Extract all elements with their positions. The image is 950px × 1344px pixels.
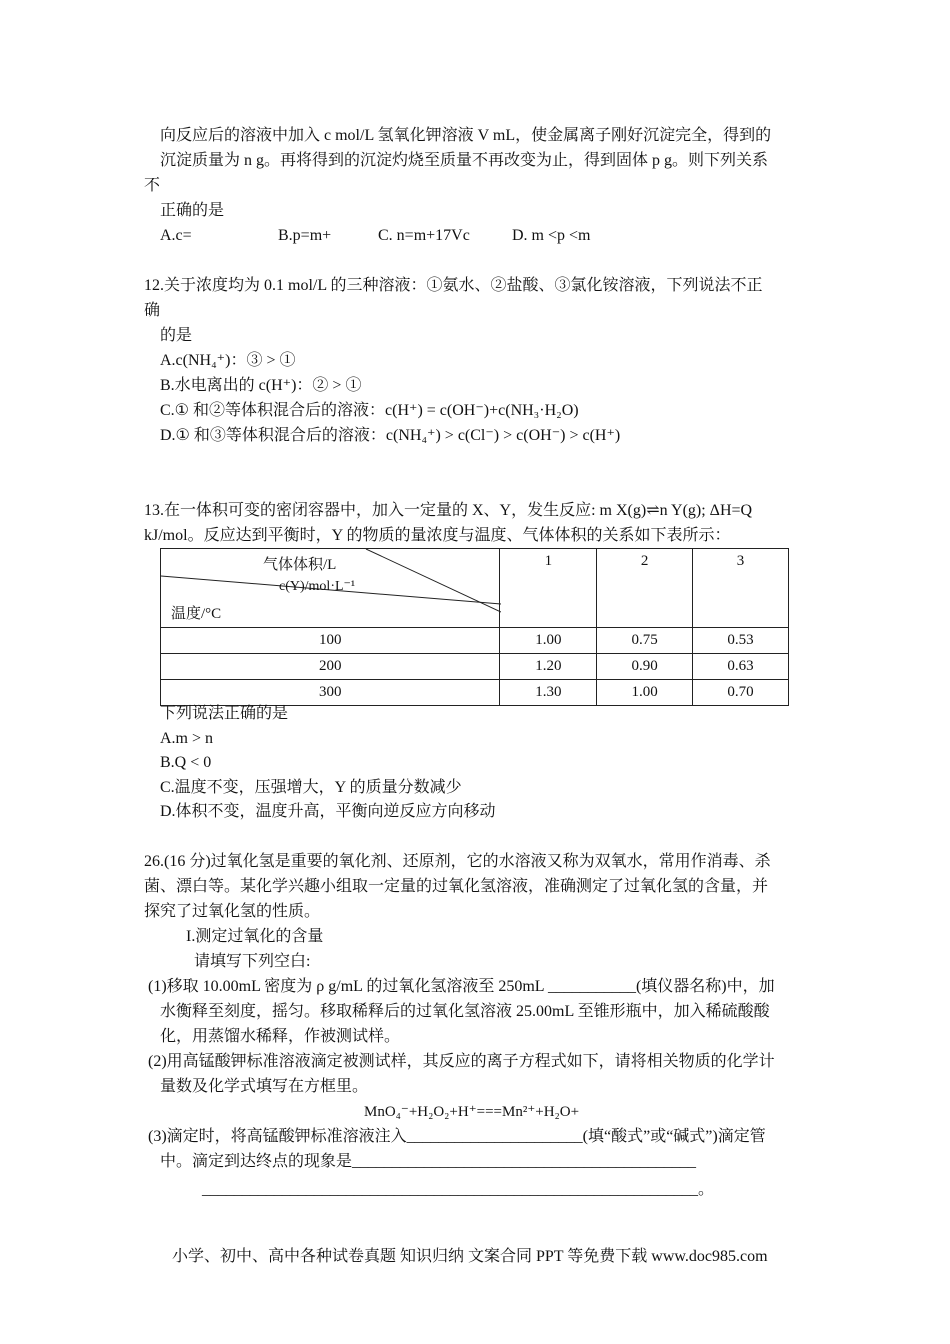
cell-value: 1.00 [500,628,597,654]
q26-part2: (2)用高锰酸钾标准溶液滴定被测试样，其反应的离子方程式如下，请将相关物质的化学计 [148,1053,775,1070]
cell-temp: 100 [161,628,500,654]
q26-equation: MnO₄⁻+H₂O₂+H⁺===Mn²⁺+H₂O+ [364,1104,580,1120]
q12-option-c: C.① 和②等体积混合后的溶液：c(H⁺) = c(OH⁻)+c(NH₃·H₂O) [160,402,579,419]
q12-text: 的是 [160,327,193,344]
q13-option-c: C.温度不变，压强增大，Y 的质量分数减少 [160,779,462,796]
q13-text: kJ/mol。反应达到平衡时，Y 的物质的量浓度与温度、气体体积的关系如下表所示： [144,527,731,544]
q26-text: 菌、漂白等。某化学兴趣小组取一定量的过氧化氢溶液，准确测定了过氧化氢的含量，并 [144,878,769,895]
q26-part3: (3)滴定时，将高锰酸钾标准溶液注入______________________(填“酸式”或“碱式”)滴定管 [148,1128,766,1145]
q26-part1: 化，用蒸馏水稀释，作被测试样。 [160,1028,401,1045]
q13-option-b: B.Q < 0 [160,754,212,771]
table-row [161,654,789,680]
q11-text: 正确的是 [160,202,225,219]
cell-value: 0.75 [597,628,693,654]
q13-option-a: A.m > n [160,730,214,747]
cell-value: 1.20 [500,654,597,680]
footer-text: 小学、初中、高中各种试卷真题 知识归纳 文案合同 PPT 等免费下载 www.doc985.com [172,1248,768,1265]
header-concentration: c(Y)/mol·L⁻¹ [279,579,356,594]
q11-option-a: A.c= [160,227,192,244]
q26-text: 探究了过氧化氢的性质。 [144,903,321,920]
q11-option-c: C. n=m+17Vc [378,227,470,244]
q26-part3: ______________________________________________________________。 [202,1181,714,1198]
q26-part3: 中。滴定到达终点的现象是___________________________________________ [160,1153,697,1170]
q26-section-title: I.测定过氧化的含量 [186,928,324,945]
table-row [161,628,789,654]
q26-part1: 水衡释至刻度，摇匀。移取稀释后的过氧化氢溶液 25.00mL 至锥形瓶中，加入稀硫酸酸 [160,1003,770,1020]
q12-option-b: B.水电离出的 c(H⁺)：② > ① [160,377,362,394]
q26-part2: 量数及化学式填写在方框里。 [160,1078,369,1095]
q13-option-d: D.体积不变，温度升高，平衡向逆反应方向移动 [160,803,496,820]
q26-text: 26.(16 分)过氧化氢是重要的氧化剂、还原剂，它的水溶液又称为双氧水，常用作消毒、杀 [144,853,771,870]
column-header: 3 [693,549,789,628]
cell-value: 1.00 [597,680,693,706]
q12-text: 12.关于浓度均为 0.1 mol/L 的三种溶液：①氨水、②盐酸、③氯化铵溶液，下列说法不正 [144,277,763,294]
column-header: 2 [597,549,693,628]
q11-option-b: B.p=m+ [278,227,332,244]
table-header-diagonal-cell [161,549,500,628]
q12-option-d: D.① 和③等体积混合后的溶液：c(NH₄⁺) > c(Cl⁻) > c(OH⁻) > c(H⁺) [160,427,621,444]
q12-option-a: A.c(NH₄⁺)：③ > ① [160,352,296,369]
column-header: 1 [500,549,597,628]
q11-option-d: D. m <p <m [512,227,591,244]
header-temperature: 温度/°C [171,606,222,622]
cell-value: 0.90 [597,654,693,680]
cell-value: 0.53 [693,628,789,654]
q13-prompt: 下列说法正确的是 [160,705,289,722]
q26-part1: (1)移取 10.00mL 密度为 ρ g/mL 的过氧化氢溶液至 250mL ___________(填仪器名称)中，加 [148,978,775,995]
q11-text: 不 [144,177,161,194]
q11-text: 向反应后的溶液中加入 c mol/L 氢氧化钾溶液 V mL，使金属离子刚好沉淀完全，得到的 [160,127,772,144]
q13-text: 13.在一体积可变的密闭容器中，加入一定量的 X、Y，发生反应: m X(g)⇌n Y(g); ΔH=Q [144,502,753,519]
cell-value: 0.70 [693,680,789,706]
table-row [161,680,789,706]
data-table [160,548,789,706]
cell-value: 1.30 [500,680,597,706]
cell-temp: 300 [161,680,500,706]
q11-text: 沉淀质量为 n g。再将得到的沉淀灼烧至质量不再改变为止，得到固体 p g。则下列关系 [160,152,769,169]
cell-value: 0.63 [693,654,789,680]
cell-temp: 200 [161,654,500,680]
header-volume: 气体体积/L [263,557,337,573]
q12-text: 确 [144,302,161,319]
q26-instruction: 请填写下列空白: [194,953,311,970]
